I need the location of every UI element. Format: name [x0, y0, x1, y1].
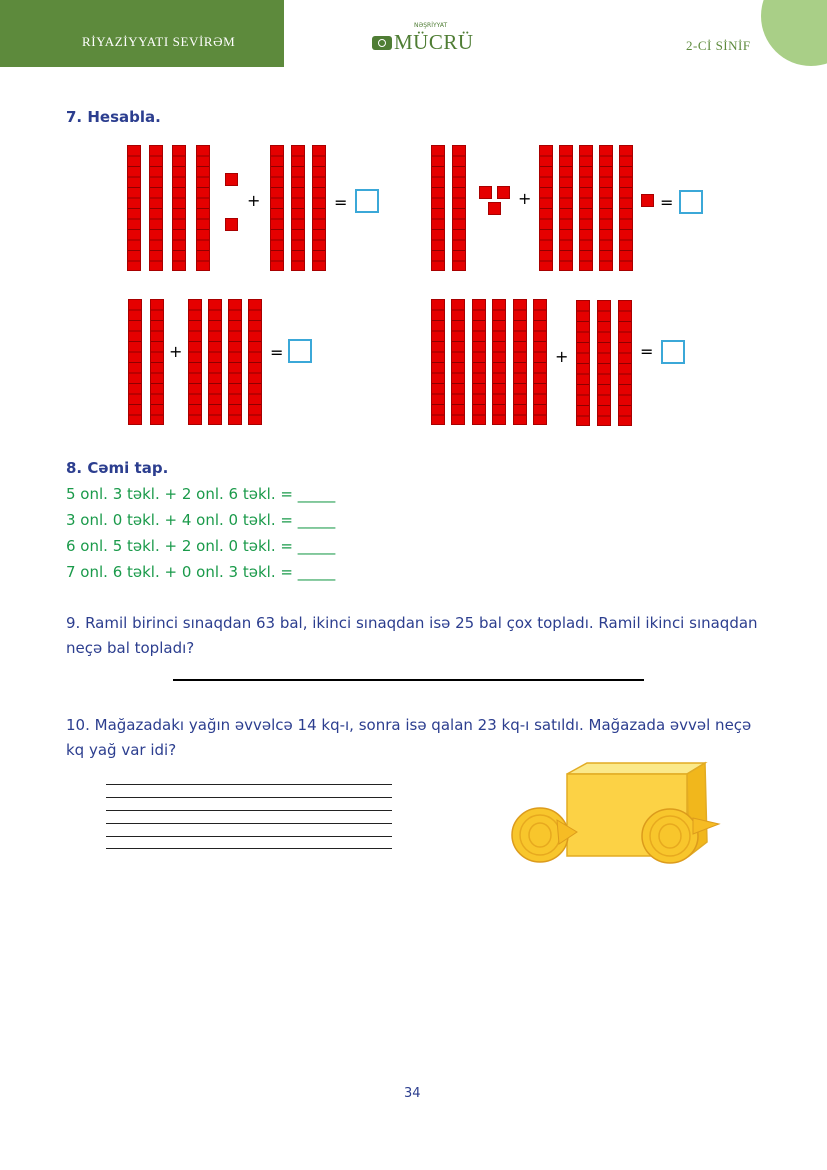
ten-rod [150, 299, 164, 425]
unit-cube [225, 173, 238, 186]
ten-rod [533, 299, 547, 425]
q10-answer-line[interactable] [106, 810, 392, 811]
ten-rod [431, 145, 445, 271]
grade-label: 2-Cİ SİNİF [686, 38, 751, 53]
q10-line-2: kq yağ var idi? [66, 741, 177, 759]
unit-cube [641, 194, 654, 207]
equals-sign: = [660, 193, 674, 212]
plus-sign: + [518, 189, 532, 208]
q9-answer-line[interactable] [173, 679, 644, 681]
unit-cube [488, 202, 501, 215]
butter-illustration [505, 760, 725, 870]
book-title: RİYAZİYYATI SEVİRƏM [82, 34, 236, 49]
ten-rod [618, 300, 632, 426]
answer-box[interactable] [288, 339, 312, 363]
ten-rod [291, 145, 305, 271]
ten-rod [188, 299, 202, 425]
q10-answer-line[interactable] [106, 848, 392, 849]
plus-sign: + [247, 191, 261, 210]
ten-rod [599, 145, 613, 271]
q10-answer-line[interactable] [106, 784, 392, 785]
page-number: 34 [404, 1086, 421, 1101]
ten-rod [270, 145, 284, 271]
q10-line-1: 10. Mağazadakı yağın əvvəlcə 14 kq-ı, sonra isə qalan 23 kq-ı satıldı. Mağazada əvvəl neçə [66, 716, 752, 734]
q8-title: 8. Cəmi tap. [66, 459, 169, 477]
sum-exercise-3[interactable]: 6 onl. 5 təkl. + 2 onl. 0 təkl. = _____ [66, 537, 336, 555]
q10-answer-line[interactable] [106, 823, 392, 824]
q7-title: 7. Hesabla. [66, 108, 161, 126]
decorative-circle [761, 0, 827, 66]
ten-rod [559, 145, 573, 271]
equals-sign: = [334, 193, 348, 212]
ten-rod [127, 145, 141, 271]
equals-sign: = [270, 343, 284, 362]
ten-rod [472, 299, 486, 425]
ten-rod [539, 145, 553, 271]
sum-exercise-2[interactable]: 3 onl. 0 təkl. + 4 onl. 0 təkl. = _____ [66, 511, 336, 529]
ten-rod [619, 145, 633, 271]
answer-box[interactable] [661, 340, 685, 364]
equals-sign: = [640, 342, 654, 361]
q10-answer-line[interactable] [106, 797, 392, 798]
unit-cube [497, 186, 510, 199]
ten-rod [172, 145, 186, 271]
answer-box[interactable] [679, 190, 703, 214]
ten-rod [492, 299, 506, 425]
ten-rod [451, 299, 465, 425]
logo-text: MÜCRÜ [394, 30, 474, 54]
ten-rod [579, 145, 593, 271]
q9-line-2: neçə bal topladı? [66, 639, 195, 657]
sum-exercise-1[interactable]: 5 onl. 3 təkl. + 2 onl. 6 təkl. = _____ [66, 485, 336, 503]
ten-rod [312, 145, 326, 271]
plus-sign: + [169, 342, 183, 361]
q9-line-1: 9. Ramil birinci sınaqdan 63 bal, ikinci sınaqdan isə 25 bal çox topladı. Ramil ikinci sınaqdan [66, 614, 758, 632]
ten-rod [452, 145, 466, 271]
answer-box[interactable] [355, 189, 379, 213]
unit-cube [479, 186, 492, 199]
ten-rod [431, 299, 445, 425]
chest-icon [372, 36, 392, 50]
ten-rod [248, 299, 262, 425]
ten-rod [228, 299, 242, 425]
ten-rod [208, 299, 222, 425]
ten-rod [513, 299, 527, 425]
ten-rod [128, 299, 142, 425]
ten-rod [576, 300, 590, 426]
plus-sign: + [555, 347, 569, 366]
ten-rod [149, 145, 163, 271]
unit-cube [225, 218, 238, 231]
logo-subtitle: NƏŞRİYYAT [414, 22, 448, 29]
ten-rod [597, 300, 611, 426]
sum-exercise-4[interactable]: 7 onl. 6 təkl. + 0 onl. 3 təkl. = _____ [66, 563, 336, 581]
ten-rod [196, 145, 210, 271]
q10-answer-line[interactable] [106, 836, 392, 837]
